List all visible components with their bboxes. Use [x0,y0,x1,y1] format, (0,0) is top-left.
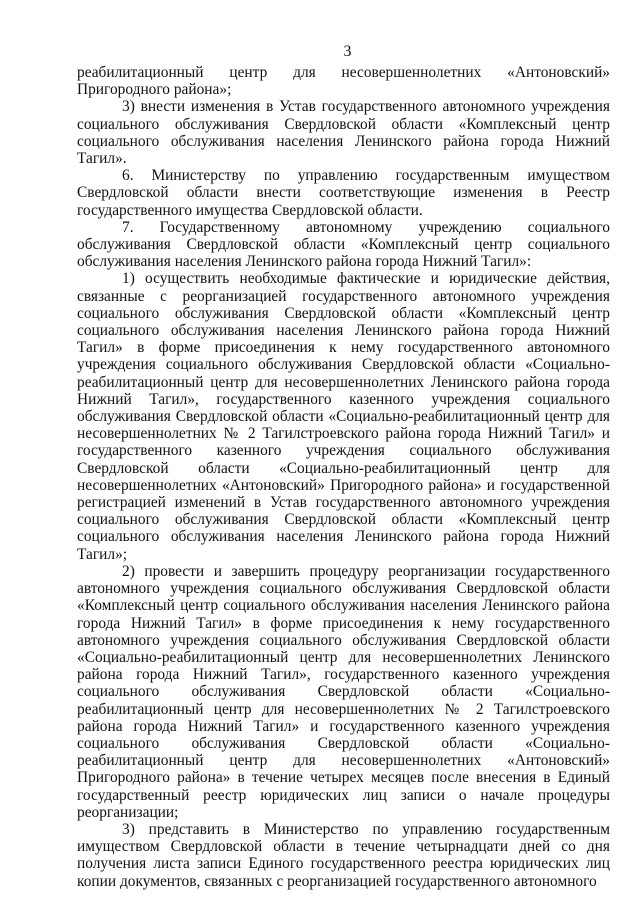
paragraph-7-item-3: 3) представить в Министерство по управлению государственным имуществом Свердловской области в течение четырнадцати дней со дня получения листа записи Единого государственного реестра юридических лиц копии документов, связанных с реорганизацией государственного автономного [77,820,610,890]
paragraph-continuation: реабилитационный центр для несовершеннолетних «Антоновский» Пригородного района»; [77,64,610,99]
paragraph-7-institution: 7. Государственному автономному учреждению социального обслуживания Свердловской области «Комплексный центр социального обслуживания населения Ленинского района города Нижний Тагил»: [77,218,610,271]
paragraph-7-item-2: 2) провести и завершить процедуру реорганизации государственного автономного учреждения социального обслуживания Свердловской области «Комплексный центр социального обслуживания населения Ленинского района города Нижний Тагил» в форме присоединения к нему государственного автономного учреждения социального обслуживания Свердловской области «Социально-реабилитационный центр для несовершеннолетних Ленинского района города Нижний Тагил», государственного казенного учреждения социального обслуживания Свердловской области «Социально-реабилитационный центр для несовершеннолетних № 2 Тагилстроевского района города Нижний Тагил» и государственного казенного учреждения социального обслуживания Свердловской области «Социально-реабилитационный центр для несовершеннолетних «Антоновский» Пригородного района» в течение четырех месяцев после внесения в Единый государственный реестр юридических лиц записи о начале процедуры реорганизации; [77,562,610,821]
paragraph-item-3-amend-charter: 3) внести изменения в Устав государственного автономного учреждения социального обслуживания Свердловской области «Комплексный центр социального обслуживания населения Ленинского района города Нижний Тагил». [77,98,610,168]
page-number: 3 [343,43,352,60]
paragraph-7-item-1: 1) осуществить необходимые фактические и юридические действия, связанные с реорганизацией государственного автономного учреждения социального обслуживания Свердловской области «Комплексный центр социального обслуживания населения Ленинского района города Нижний Тагил» в форме присоединения к нему государственного автономного учреждения социального обслуживания Свердловской области «Социально-реабилитационный центр для несовершеннолетних Ленинского района города Нижний Тагил», государственного казенного учреждения социального обслуживания Свердловской области «Социально-реабилитационный центр для несовершеннолетних № 2 Тагилстроевского района города Нижний Тагил» и государственного казенного учреждения социального обслуживания Свердловской области «Социально-реабилитационный центр для несовершеннолетних «Антоновский» Пригородного района» и государственной регистрацией изменений в Устав государственного автономного учреждения социального обслуживания Свердловской области «Комплексный центр социального обслуживания населения Ленинского района города Нижний Тагил»; [77,270,610,563]
paragraph-6-ministry: 6. Министерству по управлению государственным имуществом Свердловской области внести соответствующие изменения в Реестр государственного имущества Свердловской области. [77,167,610,219]
